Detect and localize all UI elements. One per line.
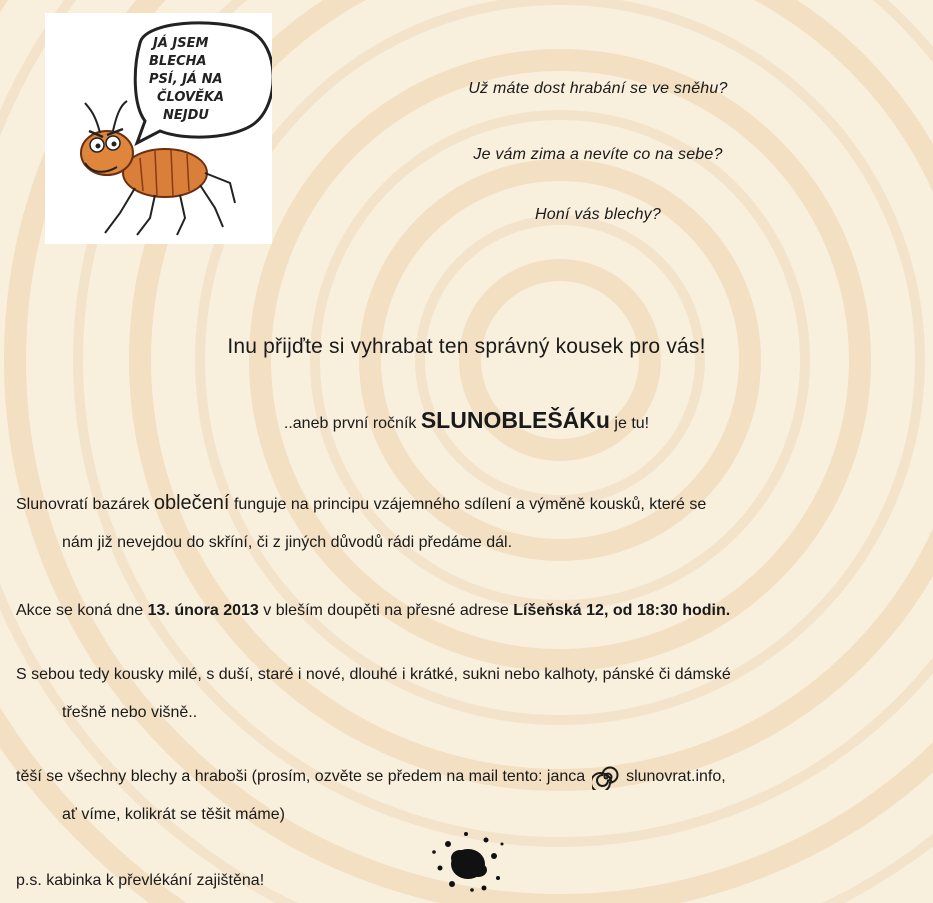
paragraph-bazaar	[16, 484, 904, 562]
subline-before: ..aneb první ročník	[283, 415, 417, 432]
subline	[0, 407, 933, 434]
ink-splat-icon	[426, 826, 508, 896]
speech-line-3: PSÍ, JÁ NA	[149, 72, 223, 87]
p1-a: Slunovratí bazárek	[16, 496, 150, 513]
question-1: Už máte dost hrabání se ve sněhu?	[468, 80, 728, 97]
flea-cartoon-icon	[45, 13, 272, 244]
p2-b: v bleším doupěti na přesné adrese	[263, 602, 509, 619]
postscript: p.s. kabinka k převlékání zajištěna!	[16, 872, 265, 889]
p4-c: ať víme, kolikrát se těšit máme)	[62, 806, 285, 823]
event-date: 13. února 2013	[147, 602, 259, 619]
spiral-at-icon	[592, 764, 620, 790]
paragraph-event	[16, 592, 904, 630]
p2-a: Akce se koná dne	[16, 602, 144, 619]
brand-name: SLUNOBLEŠÁKu	[420, 407, 610, 433]
p3-b: třešně nebo višně..	[62, 704, 198, 721]
event-place: Líšeňská 12, od 18:30 hodin.	[513, 602, 731, 619]
paragraph-contact	[16, 758, 904, 834]
speech-line-2: BLECHA	[149, 54, 207, 69]
speech-line-5: NEJDU	[163, 108, 209, 123]
contact-domain: slunovrat.info,	[626, 768, 726, 785]
p3-a: S sebou tedy kousky milé, s duší, staré i nové, dlouhé i krátké, sukni nebo kalhoty, pánské či dámské	[16, 666, 731, 683]
question-2: Je vám zima a nevíte co na sebe?	[473, 146, 723, 163]
subline-after: je tu!	[614, 415, 650, 432]
p1-clothing: oblečení	[153, 492, 230, 514]
p1-d: nám již nevejdou do skříní, či z jiných důvodů rádi předáme dál.	[62, 534, 513, 551]
speech-line-4: ČLOVĚKA	[157, 90, 225, 105]
speech-line-1: JÁ JSEM	[153, 36, 209, 51]
p1-c: funguje na principu vzájemného sdílení a výměně kousků, které se	[233, 496, 707, 513]
question-3: Honí vás blechy?	[535, 206, 661, 223]
p4-a: těší se všechny blechy a hraboši (prosím, ozvěte se předem na mail tento: janca	[16, 768, 586, 785]
paragraph-bring	[16, 656, 904, 732]
flea-cartoon-image	[45, 13, 272, 244]
headline: Inu přijďte si vyhrabat ten správný kousek pro vás!	[227, 335, 706, 358]
